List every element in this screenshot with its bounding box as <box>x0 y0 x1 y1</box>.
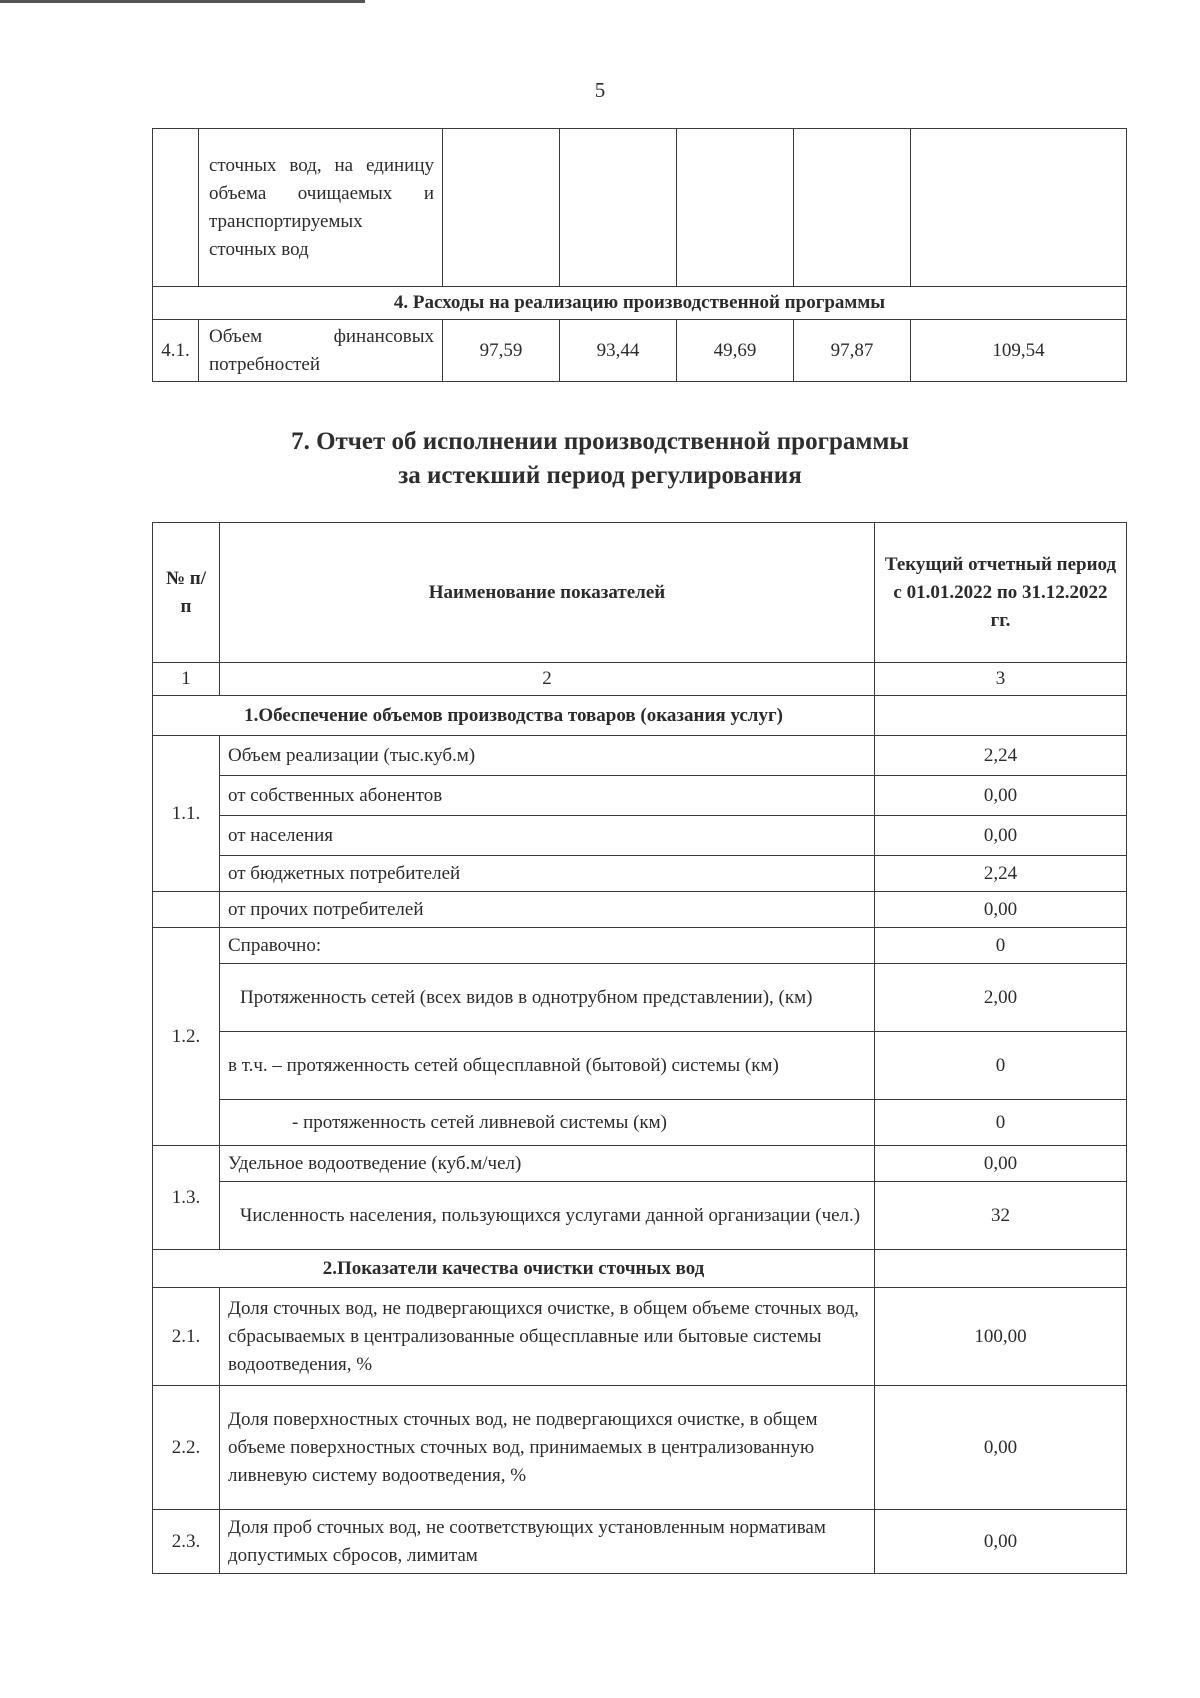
row-number: 1.3. <box>153 1146 220 1250</box>
table-row <box>153 1146 1127 1182</box>
value-cell: 0,00 <box>875 1146 1127 1182</box>
header-row <box>153 523 1127 663</box>
header-name: Наименование показателей <box>220 523 875 663</box>
indicator-name: Объем реализации (тыс.куб.м) <box>220 736 875 776</box>
row-number: 2.3. <box>153 1510 220 1574</box>
column-number: 3 <box>875 663 1127 696</box>
row-number: 1.2. <box>153 928 220 1146</box>
table-row <box>153 892 1127 928</box>
value-cell: 49,69 <box>677 320 794 382</box>
value-cell: 0,00 <box>875 776 1127 816</box>
section-row <box>153 1250 1127 1288</box>
table-row <box>153 320 1127 382</box>
value-cell: 0 <box>875 1100 1127 1146</box>
heading-line-1: 7. Отчет об исполнении производственной программы <box>291 428 909 455</box>
row-number: 2.2. <box>153 1386 220 1510</box>
table-row <box>153 1100 1127 1146</box>
empty-cell <box>875 696 1127 736</box>
value-cell <box>794 129 911 287</box>
section-row <box>153 287 1127 320</box>
header-period: Текущий отчетный период с 01.01.2022 по 31.12.2022 гг. <box>875 523 1127 663</box>
table-row <box>153 816 1127 856</box>
value-cell: 2,24 <box>875 856 1127 892</box>
value-cell: 32 <box>875 1182 1127 1250</box>
indicator-name: Доля поверхностных сточных вод, не подвергающихся очистке, в общем объеме поверхностных сточных вод, принимаемых в централизованную ливневую систему водоотведения, % <box>220 1386 875 1510</box>
table-row <box>153 129 1127 287</box>
program-table-continued <box>152 128 1127 382</box>
table-row <box>153 928 1127 964</box>
header-num: № п/п <box>153 523 220 663</box>
section-title: 1.Обеспечение объемов производства товаров (оказания услуг) <box>153 696 875 736</box>
value-cell <box>677 129 794 287</box>
column-number: 1 <box>153 663 220 696</box>
table-row <box>153 776 1127 816</box>
value-cell: 100,00 <box>875 1288 1127 1386</box>
indicator-name: Численность населения, пользующихся услугами данной организации (чел.) <box>220 1182 875 1250</box>
value-cell <box>443 129 560 287</box>
table-row <box>153 964 1127 1032</box>
section-heading <box>0 425 1200 493</box>
value-cell: 2,24 <box>875 736 1127 776</box>
value-cell <box>560 129 677 287</box>
row-number: 2.1. <box>153 1288 220 1386</box>
page-number: 5 <box>594 78 606 102</box>
indicator-name: - протяженность сетей ливневой системы (км) <box>220 1100 875 1146</box>
indicator-name: от прочих потребителей <box>220 892 875 928</box>
column-number: 2 <box>220 663 875 696</box>
table-row <box>153 1032 1127 1100</box>
value-cell: 2,00 <box>875 964 1127 1032</box>
table-row <box>153 1182 1127 1250</box>
indicator-name: Доля сточных вод, не подвергающихся очистке, в общем объеме сточных вод, сбрасываемых в централизованные общесплавные или бытовые системы водоотведения, % <box>220 1288 875 1386</box>
section-title: 4. Расходы на реализацию производственной программы <box>153 287 1127 320</box>
value-cell: 93,44 <box>560 320 677 382</box>
table-row <box>153 1386 1127 1510</box>
indicator-name: Удельное водоотведение (куб.м/чел) <box>220 1146 875 1182</box>
table-row <box>153 856 1127 892</box>
indicator-name: от населения <box>220 816 875 856</box>
column-numbers-row <box>153 663 1127 696</box>
top-rule <box>0 0 365 3</box>
value-cell <box>911 129 1127 287</box>
indicator-name: от собственных абонентов <box>220 776 875 816</box>
value-cell: 0,00 <box>875 816 1127 856</box>
indicator-name: в т.ч. – протяженность сетей общесплавной (бытовой) системы (км) <box>220 1032 875 1100</box>
indicator-name: Доля проб сточных вод, не соответствующих установленным нормативам допустимых сбросов, лимитам <box>220 1510 875 1574</box>
empty-cell <box>875 1250 1127 1288</box>
section-title: 2.Показатели качества очистки сточных вод <box>153 1250 875 1288</box>
value-cell: 109,54 <box>911 320 1127 382</box>
indicator-name: Протяженность сетей (всех видов в однотрубном представлении), (км) <box>220 964 875 1032</box>
indicator-name: Справочно: <box>220 928 875 964</box>
value-cell: 97,59 <box>443 320 560 382</box>
row-number: 4.1. <box>153 320 199 382</box>
value-cell: 97,87 <box>794 320 911 382</box>
table-row <box>153 1510 1127 1574</box>
table-row <box>153 1288 1127 1386</box>
value-cell: 0 <box>875 928 1127 964</box>
row-number: 1.1. <box>153 736 220 892</box>
report-table <box>152 522 1127 1574</box>
value-cell: 0,00 <box>875 1386 1127 1510</box>
value-cell: 0 <box>875 1032 1127 1100</box>
table-row <box>153 736 1127 776</box>
row-number <box>153 892 220 928</box>
section-row <box>153 696 1127 736</box>
indicator-name: Объем финансовых потребностей <box>199 320 443 382</box>
indicator-name: от бюджетных потребителей <box>220 856 875 892</box>
value-cell: 0,00 <box>875 1510 1127 1574</box>
heading-line-2: за истекший период регулирования <box>398 462 802 489</box>
indicator-name: сточных вод, на единицу объема очищаемых и транспортируемых сточных вод <box>199 129 443 287</box>
row-number <box>153 129 199 287</box>
value-cell: 0,00 <box>875 892 1127 928</box>
